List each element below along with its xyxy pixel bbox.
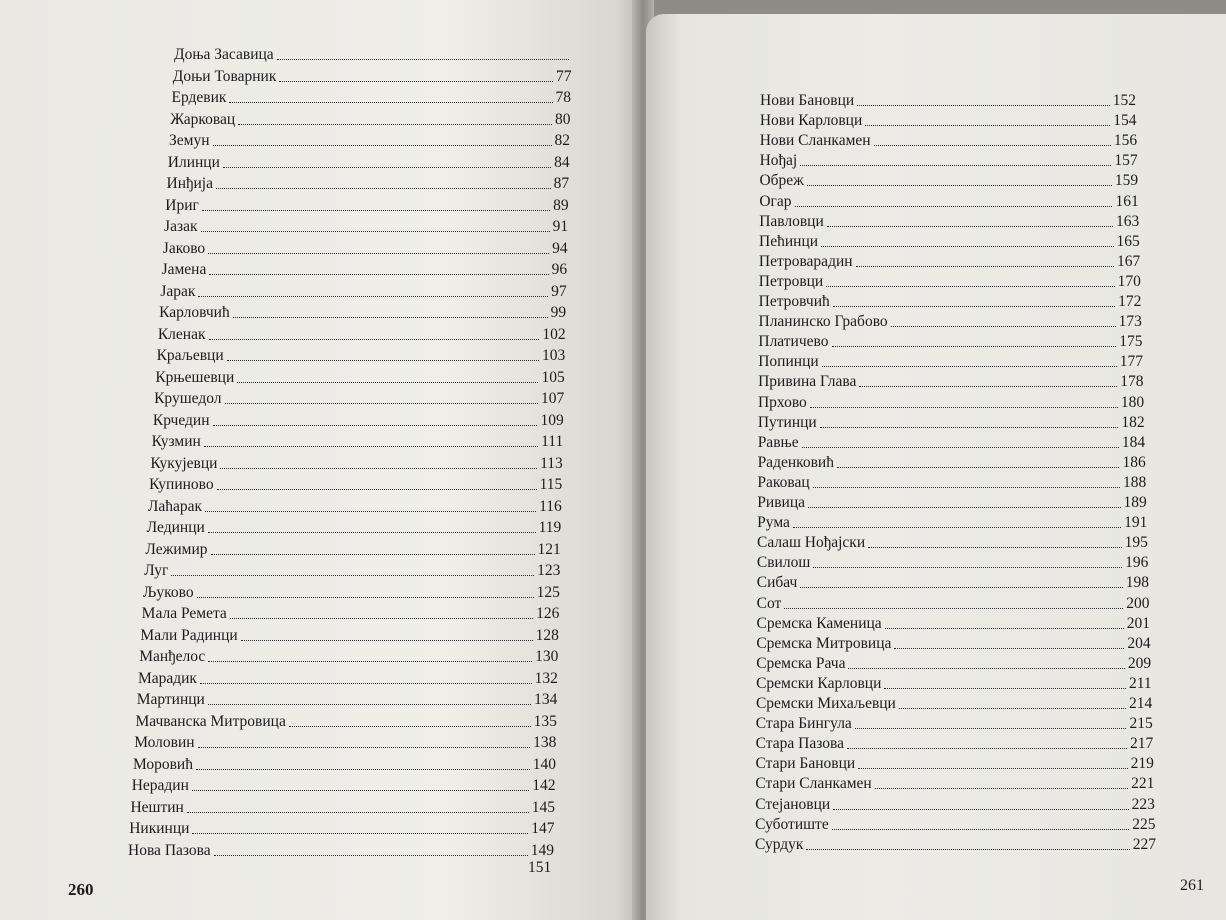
toc-entry-name: Стара Бингула [755,715,852,733]
toc-entry-page: 217 [1130,735,1154,753]
toc-entry-name: Љуково [142,583,194,601]
toc-leader-dots [237,382,538,383]
toc-entry-page: 214 [1128,695,1153,712]
toc-entry-name: Раденковић [757,453,834,471]
toc-entry-page: 191 [1124,514,1148,532]
toc-entry [134,730,556,751]
toc-leader-dots [197,597,534,598]
toc-entry-name: Обреж [759,172,804,190]
toc-entry-name: Кузмин [151,433,201,450]
toc-entry [148,494,562,515]
toc-entry [143,580,560,601]
toc-entry-name: Доњи Товарник [172,67,277,85]
toc-entry [150,451,562,472]
toc-entry-name: Прхово [757,393,807,411]
toc-entry-page: 107 [540,390,565,407]
toc-entry-page: 189 [1123,494,1147,511]
toc-entry [152,429,564,450]
toc-entry [147,515,562,536]
toc-leader-dots [200,683,532,684]
toc-entry-name: Јаково [162,239,206,257]
toc-entry-page: 161 [1115,192,1139,210]
toc-entry [159,300,566,321]
toc-entry-page: 225 [1132,815,1156,833]
toc-entry-page: 84 [554,153,570,171]
toc-entry [137,687,558,708]
toc-entry-name: Крњешевци [155,368,235,386]
toc-leader-dots [241,640,533,641]
toc-entry-page: 167 [1117,252,1141,270]
toc-entry-name: Пећинци [759,232,819,250]
toc-entry-name: Лаћарак [147,497,203,515]
toc-entry-name: Јамена [161,261,207,278]
toc-entry-page: 145 [531,798,555,816]
toc-entry-name: Сот [756,594,782,612]
toc-entry-page: 178 [1120,373,1144,391]
toc-entry-name: Крчедин [152,411,210,429]
toc-entry-name: Моловин [134,734,195,751]
toc-entry-page: 223 [1131,795,1155,813]
toc-entry [164,214,568,235]
toc-entry-name: Мартинци [136,691,205,708]
toc-entry-name: Нови Бановци [760,92,855,109]
toc-leader-dots [208,532,536,533]
toc-entry-name: Нођај [759,152,798,170]
right-page [646,14,1226,920]
toc-entry-name: Планинско Грабово [758,313,888,331]
toc-entry-page: 125 [536,583,560,601]
toc-entry-page: 204 [1127,634,1151,652]
toc-entry-name: Петровци [758,272,824,290]
toc-entry-name: Мали Радинци [140,626,238,644]
toc-entry-name: Нови Карловци [759,112,863,130]
toc-entry [153,408,564,429]
toc-leader-dots [289,726,531,727]
toc-entry-name: Карловчић [159,304,230,321]
toc-entry-page: 91 [552,218,569,235]
toc-entry-page: 177 [1119,353,1144,371]
toc-entry-page: 113 [540,454,563,472]
toc-entry-name: Моровић [132,755,193,773]
toc-entry-name: Ривица [757,494,806,511]
toc-leader-dots [205,511,536,512]
toc-entry-name: Сремски Карловци [756,674,882,692]
toc-entry-page: 132 [534,669,558,687]
toc-entry-page: 111 [541,433,564,450]
toc-entry-name: Манђелос [139,648,206,665]
toc-entry-page: 196 [1125,554,1149,572]
toc-leader-dots [208,253,549,254]
toc-entry-name: Петроварадин [758,252,853,270]
toc-entry-page: 184 [1121,433,1146,451]
toc-entry-page: 140 [532,755,556,773]
toc-entry-page: 105 [541,368,565,386]
toc-entry [130,795,554,816]
toc-entry [172,85,572,106]
toc-entry [144,558,560,579]
toc-entry [155,365,564,386]
toc-entry-name: Луг [144,562,169,579]
toc-leader-dots [209,274,548,275]
toc-leader-dots [192,833,528,834]
toc-entry [154,386,564,407]
toc-entry [145,537,560,558]
toc-entry [132,773,556,794]
toc-entry [133,752,556,773]
toc-entry-page: 89 [553,196,569,214]
toc-entry [160,279,566,300]
toc-entry-name: Раковац [757,473,810,491]
toc-entry-page: 77 [556,67,572,85]
toc-entry-page: 201 [1126,614,1151,632]
toc-entry-name: Ириг [165,196,199,214]
toc-entry-page: 172 [1118,293,1142,310]
toc-entry [168,150,570,171]
toc-entry [158,322,566,343]
toc-trailing-number: 151 [528,859,552,876]
toc-leader-dots [277,59,569,60]
toc-entry-name: Стара Пазова [755,735,845,753]
toc-entry-name: Привина Глава [758,373,857,391]
toc-entry-page: 109 [540,411,564,429]
toc-entry [162,257,568,278]
toc-entry-name: Стејановци [755,795,831,813]
toc-entry-page: 152 [1112,92,1136,109]
toc-leader-dots [211,554,535,555]
toc-entry-page: 78 [555,89,571,106]
toc-leader-dots [196,769,530,770]
toc-entry-name: Рума [757,514,790,532]
toc-leader-dots [220,468,537,469]
toc-leader-dots [233,317,548,318]
toc-leader-dots [238,124,552,125]
toc-leader-dots [217,489,537,490]
toc-entry-page: 154 [1113,112,1137,130]
toc-leader-dots [198,296,548,297]
toc-leader-dots [171,575,534,576]
toc-entry-name: Суботиште [755,815,829,833]
toc-entry [174,42,572,63]
toc-leader-dots [216,188,551,189]
toc-entry-page: 138 [533,734,557,751]
toc-entry-page: 221 [1131,775,1155,793]
toc-entry [138,666,558,687]
toc-entry-page: 96 [551,261,568,278]
toc-entry-name: Никинци [129,820,190,837]
toc-entry [142,601,560,622]
toc-entry-page: 215 [1129,715,1153,733]
toc-entry-name: Краљевци [156,347,224,364]
toc-entry-name: Сремска Рача [756,654,846,672]
toc-leader-dots [204,446,538,447]
toc-entry-page: 219 [1130,755,1154,773]
toc-leader-dots [187,812,529,813]
toc-entry-page: 126 [536,605,560,622]
toc-entry-page: 149 [530,841,554,859]
toc-entry-page: 123 [537,562,561,579]
toc-entry [163,236,568,257]
toc-entry-name: Кукујевци [150,454,218,472]
toc-entry-name: Марадик [137,669,197,687]
toc-entry-page: 94 [552,239,568,257]
left-page-number: 260 [68,880,94,899]
toc-entry [173,64,572,85]
toc-entry-name: Равње [757,433,799,451]
toc-entry-page: 170 [1117,272,1141,290]
toc-entry-page: 173 [1118,313,1142,331]
toc-entry-page: 102 [542,325,566,343]
toc-entry-name: Мала Ремета [141,605,227,622]
toc-entry-page: 175 [1119,333,1143,351]
toc-entry [149,472,562,493]
toc-leader-dots [214,855,528,856]
toc-entry-page: 180 [1120,393,1145,411]
toc-entry-page: 80 [555,110,571,128]
toc-entry-name: Сурдук [755,835,804,853]
toc-entry-name: Илинци [167,153,220,171]
toc-entry-name: Платичево [758,333,829,351]
toc-entry-name: Попинци [758,353,819,371]
toc-leader-dots [208,661,532,662]
toc-entry [170,107,570,128]
toc-entry-name: Кленак [157,325,206,343]
toc-leader-dots [230,618,533,619]
toc-entry-name: Стари Бановци [755,755,856,773]
toc-leader-dots [201,231,550,232]
toc-entry-page: 157 [1114,152,1138,170]
toc-entry-name: Павловци [759,212,824,230]
toc-entry-name: Нерадин [131,777,189,794]
toc-entry-name: Нови Сланкамен [759,132,871,150]
toc-entry-name: Огар [759,192,792,210]
toc-entry-page: 142 [532,777,556,794]
toc-entry-page: 103 [541,347,566,364]
toc-entry-page: 188 [1123,473,1147,491]
toc-entry-name: Жарковац [170,110,236,128]
toc-entry-page: 200 [1126,594,1150,612]
toc-entry-page: 115 [539,476,563,493]
toc-entry-name: Сремска Митровица [756,634,892,652]
toc-entry-name: Петровчић [758,293,830,310]
toc-entry-page: 198 [1125,574,1149,592]
toc-leader-dots [209,339,540,340]
toc-entry-page: 99 [550,304,567,321]
toc-entry-page: 159 [1114,172,1139,190]
toc-entry-name: Инђија [166,175,213,192]
toc-entry-page: 209 [1127,654,1152,672]
toc-entry-page: 97 [551,282,567,300]
toc-leader-dots [279,81,553,82]
toc-entry-page: 130 [535,648,559,665]
toc-entry-page: 128 [535,626,559,644]
toc-leader-dots [192,790,529,791]
right-page-number: 261 [1180,877,1204,894]
toc-entry-name: Нова Пазова [128,841,211,859]
toc-leader-dots [225,403,538,404]
toc-entry-page: 156 [1113,132,1138,150]
toc-entry-page: 211 [1128,674,1152,692]
toc-leader-dots [213,425,538,426]
toc-entry-name: Јазак [164,218,198,235]
toc-entry-page: 134 [534,691,558,708]
toc-entry-name: Свилош [756,554,811,572]
toc-entry-name: Путинци [757,413,817,431]
toc-leader-dots [227,360,539,361]
toc-entry-name: Лежимир [145,540,208,558]
toc-entry [128,838,554,859]
toc-leader-dots [229,102,552,103]
toc-entry-name: Лединци [146,519,205,536]
toc-entry-name: Нештин [130,798,184,816]
toc-entry [169,128,570,149]
toc-leader-dots [198,747,531,748]
toc-entry-name: Ердевик [171,89,227,106]
toc-entry-name: Стари Сланкамен [755,775,872,793]
toc-entry [139,644,558,665]
toc-entry [135,709,556,730]
toc-entry-name: Сибач [756,574,798,592]
toc-entry-name: Доња Засавица [174,46,274,63]
toc-entry [165,193,568,214]
toc-entry-page: 119 [538,519,562,536]
toc-entry-name: Мачванска Митровица [135,712,286,730]
toc-leader-dots [202,210,550,211]
toc-entry-name: Салаш Нођајски [757,534,866,552]
toc-entry-page: 195 [1124,534,1148,552]
toc-entry-page: 87 [553,175,570,192]
toc-leader-dots [208,704,531,705]
toc-entry [129,816,554,837]
toc-entry-page: 121 [537,540,561,558]
toc-entry [167,171,570,192]
toc-entry-page: 147 [531,820,555,837]
toc-leader-dots [223,167,551,168]
toc-entry-page: 165 [1116,232,1140,250]
toc-entry-page: 135 [533,712,557,730]
toc-entry-name: Сремски Михаљевци [755,695,896,712]
toc-entry-name: Купиново [149,476,214,493]
toc-entry [140,623,558,644]
toc-entry-page: 163 [1115,212,1140,230]
toc-entry [157,343,566,364]
toc-leader-dots [213,145,552,146]
toc-entry-name: Крушедол [154,390,222,407]
toc-entry-name: Јарак [160,282,196,300]
toc-entry-name: Сремска Каменица [756,614,882,632]
toc-entry-page: 227 [1132,835,1156,853]
toc-entry-page: 116 [539,497,562,515]
toc-entry-page: 186 [1122,453,1146,471]
toc-entry-page: 182 [1121,413,1145,431]
toc-entry-name: Земун [169,132,210,149]
toc-entry-page: 82 [554,132,571,149]
